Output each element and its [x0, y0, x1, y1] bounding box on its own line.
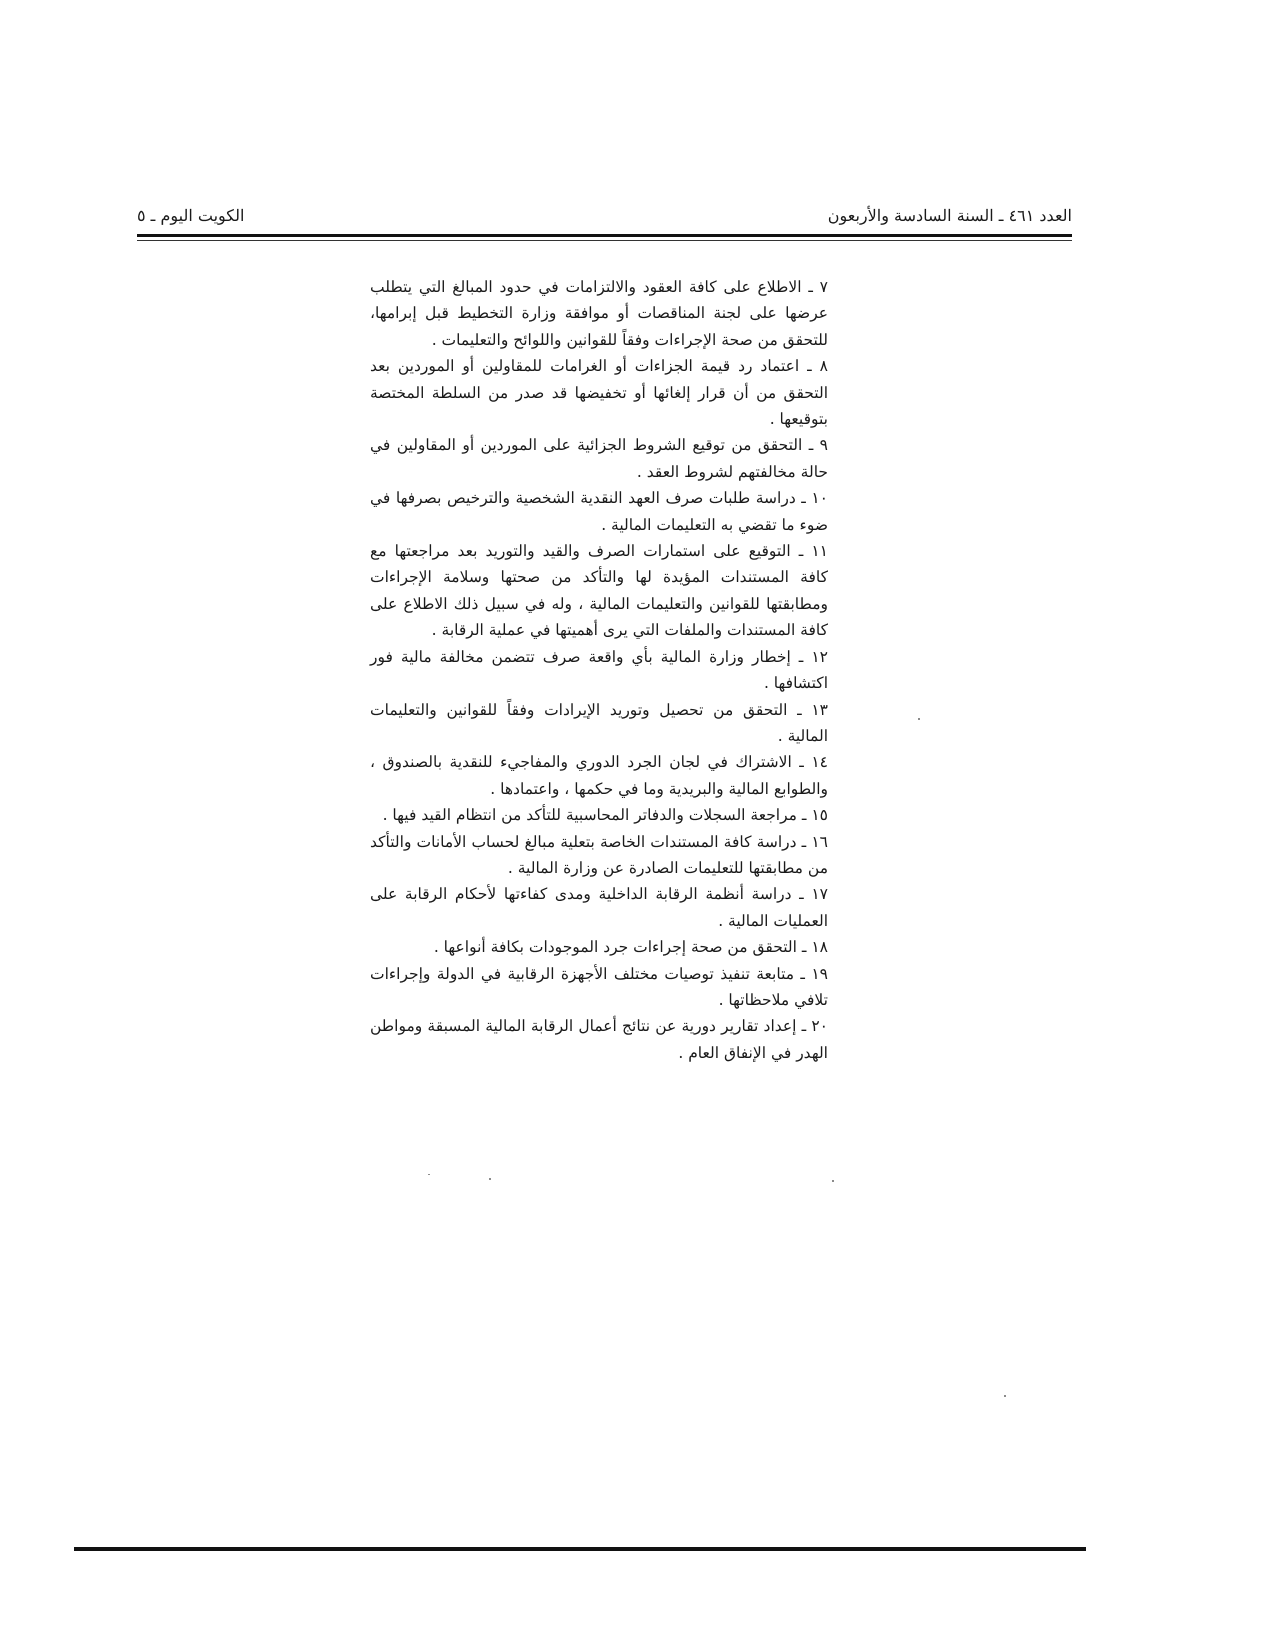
scan-speck: [832, 1180, 834, 1182]
clause-20: ٢٠ ـ إعداد تقارير دورية عن نتائج أعمال الرقابة المالية المسبقة ومواطن الهدر في الإنفاق العام .: [370, 1017, 828, 1062]
clause-17: ١٧ ـ دراسة أنظمة الرقابة الداخلية ومدى كفاءتها لأحكام الرقابة على العمليات المالية .: [370, 885, 828, 930]
header-divider-thin: [137, 240, 1072, 241]
clause-14: ١٤ ـ الاشتراك في لجان الجرد الدوري والمفاجيء للنقدية بالصندوق ، والطوابع المالية والبريدية وما في حكمها ، واعتمادها .: [370, 753, 828, 798]
article-body: [370, 274, 828, 1066]
clause-19: ١٩ ـ متابعة تنفيذ توصيات مختلف الأجهزة الرقابية في الدولة وإجراءات تلافي ملاحظاتها .: [370, 964, 828, 1009]
clause-9: ٩ ـ التحقق من توقيع الشروط الجزائية على الموردين أو المقاولين في حالة مخالفتهم لشروط العقد .: [370, 436, 828, 481]
clause-8: ٨ ـ اعتماد رد قيمة الجزاءات أو الغرامات للمقاولين أو الموردين بعد التحقق من أن قرار إلغائها أو تخفيضها قد صدر من السلطة المختصة بتوقيعها .: [370, 357, 828, 429]
scan-speck: [1004, 1395, 1006, 1397]
clause-18: ١٨ ـ التحقق من صحة إجراءات جرد الموجودات بكافة أنواعها .: [433, 938, 828, 957]
clause-16: ١٦ ـ دراسة كافة المستندات الخاصة بتعلية مبالغ لحساب الأمانات والتأكد من مطابقتها للتعليمات الصادرة عن وزارة المالية .: [370, 832, 828, 877]
scan-speck: [489, 1178, 491, 1180]
scan-speck: [918, 718, 920, 720]
clause-7: ٧ ـ الاطلاع على كافة العقود والالتزامات في حدود المبالغ التي يتطلب عرضها على لجنة المناقصات أو موافقة وزارة التخطيط قبل إبرامها، للتحقق من صحة الإجراءات وفقاً للقوانين واللوائح والتعليمات .: [370, 278, 828, 349]
clause-11: ١١ ـ التوقيع على استمارات الصرف والقيد والتوريد بعد مراجعتها مع كافة المستندات المؤيدة لها والتأكد من صحتها وسلامة الإجراءات ومطابقتها للقوانين والتعليمات المالية ، وله في سبيل ذلك الاطلاع على كافة المستندات والملفات التي يرى أهميتها في عملية الرقابة .: [370, 542, 828, 640]
clause-10: ١٠ ـ دراسة طلبات صرف العهد النقدية الشخصية والترخيص بصرفها في ضوء ما تقضي به التعليمات المالية .: [370, 489, 828, 534]
page-header: [137, 206, 1072, 234]
header-divider: [137, 234, 1072, 237]
issue-info: العدد ٤٦١ ـ السنة السادسة والأربعون: [827, 206, 1072, 225]
clause-13: ١٣ ـ التحقق من تحصيل وتوريد الإيرادات وفقاً للقوانين والتعليمات المالية .: [370, 700, 828, 745]
scan-speck: [428, 1174, 430, 1175]
footer-divider: [74, 1547, 1086, 1551]
clause-15: ١٥ ـ مراجعة السجلات والدفاتر المحاسبية للتأكد من انتظام القيد فيها .: [382, 806, 828, 825]
gazette-page-label: الكويت اليوم ـ ٥: [137, 206, 245, 225]
clause-12: ١٢ ـ إخطار وزارة المالية بأي واقعة صرف تتضمن مخالفة مالية فور اكتشافها .: [370, 647, 828, 693]
